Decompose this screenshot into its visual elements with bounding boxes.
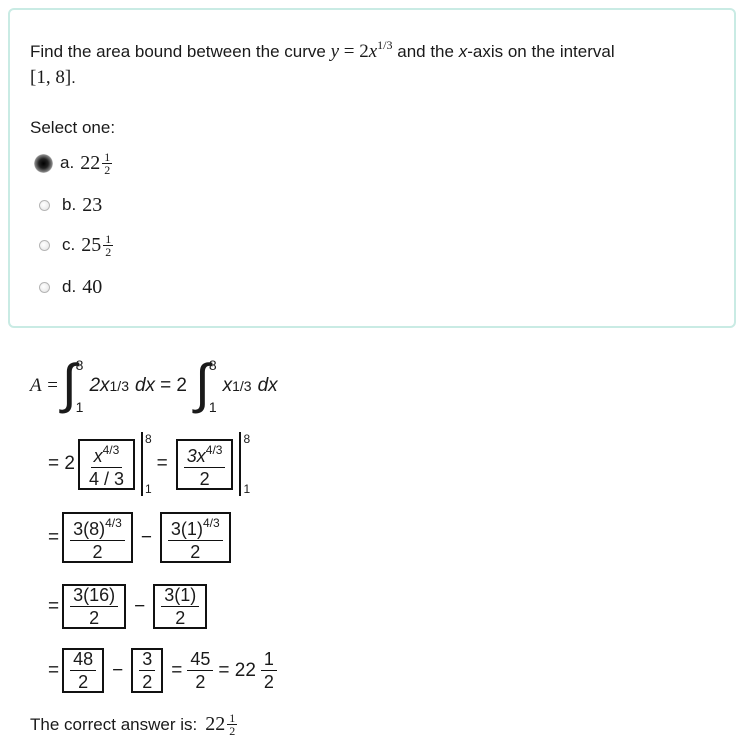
integrand-exponent: 1/3 <box>109 378 129 394</box>
fraction-denominator: 2 <box>89 608 100 628</box>
option-fraction <box>102 151 112 176</box>
question-interval: [1, 8] <box>30 67 72 88</box>
lower-limit: 1 <box>208 399 217 415</box>
equals-sign: = <box>156 453 168 474</box>
option-value <box>81 233 113 258</box>
correct-answer-whole: 22 <box>205 713 226 735</box>
bracket-group <box>62 584 126 629</box>
option-fraction <box>103 233 113 258</box>
fraction-numerator: 45 <box>187 648 213 671</box>
integral-sign: ∫ <box>195 354 210 414</box>
numerator-base: 3(8) <box>73 519 106 539</box>
eq-equals: = <box>343 41 355 62</box>
fraction-denominator: 2 <box>229 724 236 738</box>
eq-y: y <box>330 41 339 62</box>
upper-limit: 8 <box>208 357 217 373</box>
fraction-denominator: 4 / 3 <box>88 468 124 489</box>
bracket-group <box>160 512 231 563</box>
correct-answer-value <box>205 712 237 737</box>
equals-two: = 2 <box>48 453 75 474</box>
option-whole: 40 <box>82 275 103 298</box>
correct-answer-fraction <box>227 712 237 737</box>
lower-limit: 1 <box>144 482 152 496</box>
fraction-denominator: 2 <box>142 672 153 692</box>
bracket-fraction <box>184 439 226 490</box>
solution-line-5 <box>48 648 277 693</box>
correct-answer-line <box>30 712 237 737</box>
fraction-denominator: 2 <box>195 672 206 692</box>
option-value <box>82 194 102 217</box>
fraction-numerator: 48 <box>70 648 96 671</box>
solution-line-2 <box>48 432 250 496</box>
fraction-numerator <box>184 439 226 468</box>
fraction-denominator: 2 <box>199 468 210 489</box>
equals-sign: = <box>171 659 183 681</box>
radio-option-b[interactable] <box>39 200 50 211</box>
fraction-denominator: 2 <box>263 672 274 692</box>
question-axis-var: x <box>458 42 468 61</box>
bracket-group <box>153 584 207 629</box>
radio-option-d[interactable] <box>39 282 50 293</box>
upper-limit: 8 <box>144 432 152 446</box>
eq-coef: 2 <box>359 41 369 62</box>
upper-limit: 8 <box>75 357 84 373</box>
integrand: 2x <box>89 375 110 396</box>
fraction-numerator: 1 <box>229 711 236 725</box>
integrand-exponent: 1/3 <box>232 378 252 394</box>
differential: dx <box>257 375 278 396</box>
question-card <box>8 8 736 328</box>
option-b[interactable] <box>30 190 102 220</box>
option-d[interactable] <box>30 272 102 302</box>
fraction-denominator: 2 <box>104 162 111 177</box>
option-whole: 25 <box>81 233 102 256</box>
fraction-numerator: 1 <box>261 648 277 671</box>
bracket-fraction <box>86 439 127 490</box>
radio-option-a[interactable] <box>34 154 53 173</box>
numerator-exponent: 4/3 <box>102 442 120 457</box>
option-letter: d. <box>62 277 77 296</box>
minus-sign: − <box>134 595 146 617</box>
integrand: x <box>222 375 233 396</box>
option-a[interactable] <box>30 148 112 178</box>
question-text <box>30 32 730 91</box>
eq-x: x <box>368 41 378 62</box>
area-lhs: A = <box>30 375 59 396</box>
bracket-group <box>131 648 163 693</box>
minus-sign: − <box>112 659 124 681</box>
equals-two: = 2 <box>160 375 188 396</box>
lower-limit: 1 <box>75 399 84 415</box>
lower-limit: 1 <box>243 482 251 496</box>
differential: dx <box>134 375 156 396</box>
bracket-fraction <box>161 584 199 629</box>
mixed-fraction <box>261 648 277 693</box>
minus-sign: − <box>140 526 152 548</box>
fraction-denominator: 2 <box>190 542 201 562</box>
numerator-base: 3x <box>186 445 206 466</box>
bracket-fraction <box>168 512 223 563</box>
fraction-numerator <box>168 512 223 541</box>
fraction-numerator: 3(1) <box>161 584 199 607</box>
option-value <box>82 276 102 299</box>
option-letter: a. <box>60 153 75 172</box>
bracket-fraction <box>70 512 125 563</box>
integral-sign: ∫ <box>61 354 77 414</box>
bracket-group <box>62 512 133 563</box>
select-one-label: Select one: <box>30 118 116 137</box>
fraction-numerator <box>70 512 125 541</box>
fraction-numerator: 1 <box>105 231 112 246</box>
option-whole: 23 <box>82 193 103 216</box>
bracket-group <box>176 439 234 490</box>
numerator-exponent: 4/3 <box>205 442 223 457</box>
option-letter: b. <box>62 195 77 214</box>
bracket-group <box>78 439 135 490</box>
question-prefix: Find the area bound between the curve <box>30 42 326 61</box>
fraction-denominator: 2 <box>92 542 103 562</box>
eq-exp: 1/3 <box>377 38 393 52</box>
evaluation-bar <box>141 432 152 496</box>
numerator-base: 3(1) <box>170 519 203 539</box>
correct-answer-label: The correct answer is: <box>30 714 198 734</box>
question-equation <box>330 38 398 62</box>
option-letter: c. <box>62 235 76 254</box>
equals-sign: = <box>48 595 60 617</box>
equals-mixed-whole: = 22 <box>218 659 256 681</box>
bracket-fraction <box>70 648 96 693</box>
radio-option-c[interactable] <box>39 240 50 251</box>
option-c[interactable] <box>30 230 113 260</box>
numerator-exponent: 4/3 <box>202 516 220 530</box>
result-fraction <box>187 648 213 693</box>
option-value <box>80 151 112 176</box>
equals-sign: = <box>48 659 60 681</box>
question-suffix: -axis on the interval <box>467 42 615 61</box>
upper-limit: 8 <box>243 432 251 446</box>
fraction-denominator: 2 <box>175 608 186 628</box>
fraction-numerator: 3 <box>139 648 155 671</box>
bracket-group <box>62 648 104 693</box>
fraction-numerator: 1 <box>104 149 111 164</box>
numerator-exponent: 4/3 <box>105 516 122 530</box>
fraction-numerator <box>91 439 123 468</box>
fraction-numerator: 3(16) <box>70 584 118 607</box>
numerator-base: x <box>93 445 103 466</box>
fraction-denominator: 2 <box>78 672 89 692</box>
bracket-fraction <box>139 648 155 693</box>
question-middle: and the <box>397 42 454 61</box>
option-whole: 22 <box>80 151 101 174</box>
fraction-denominator: 2 <box>105 244 112 259</box>
solution-line-4 <box>48 584 210 629</box>
solution-line-3 <box>48 512 234 563</box>
evaluation-bar <box>239 432 250 496</box>
bracket-fraction <box>70 584 118 629</box>
question-period: . <box>71 68 76 87</box>
solution-line-1 <box>30 354 278 415</box>
equals-sign: = <box>48 526 60 548</box>
